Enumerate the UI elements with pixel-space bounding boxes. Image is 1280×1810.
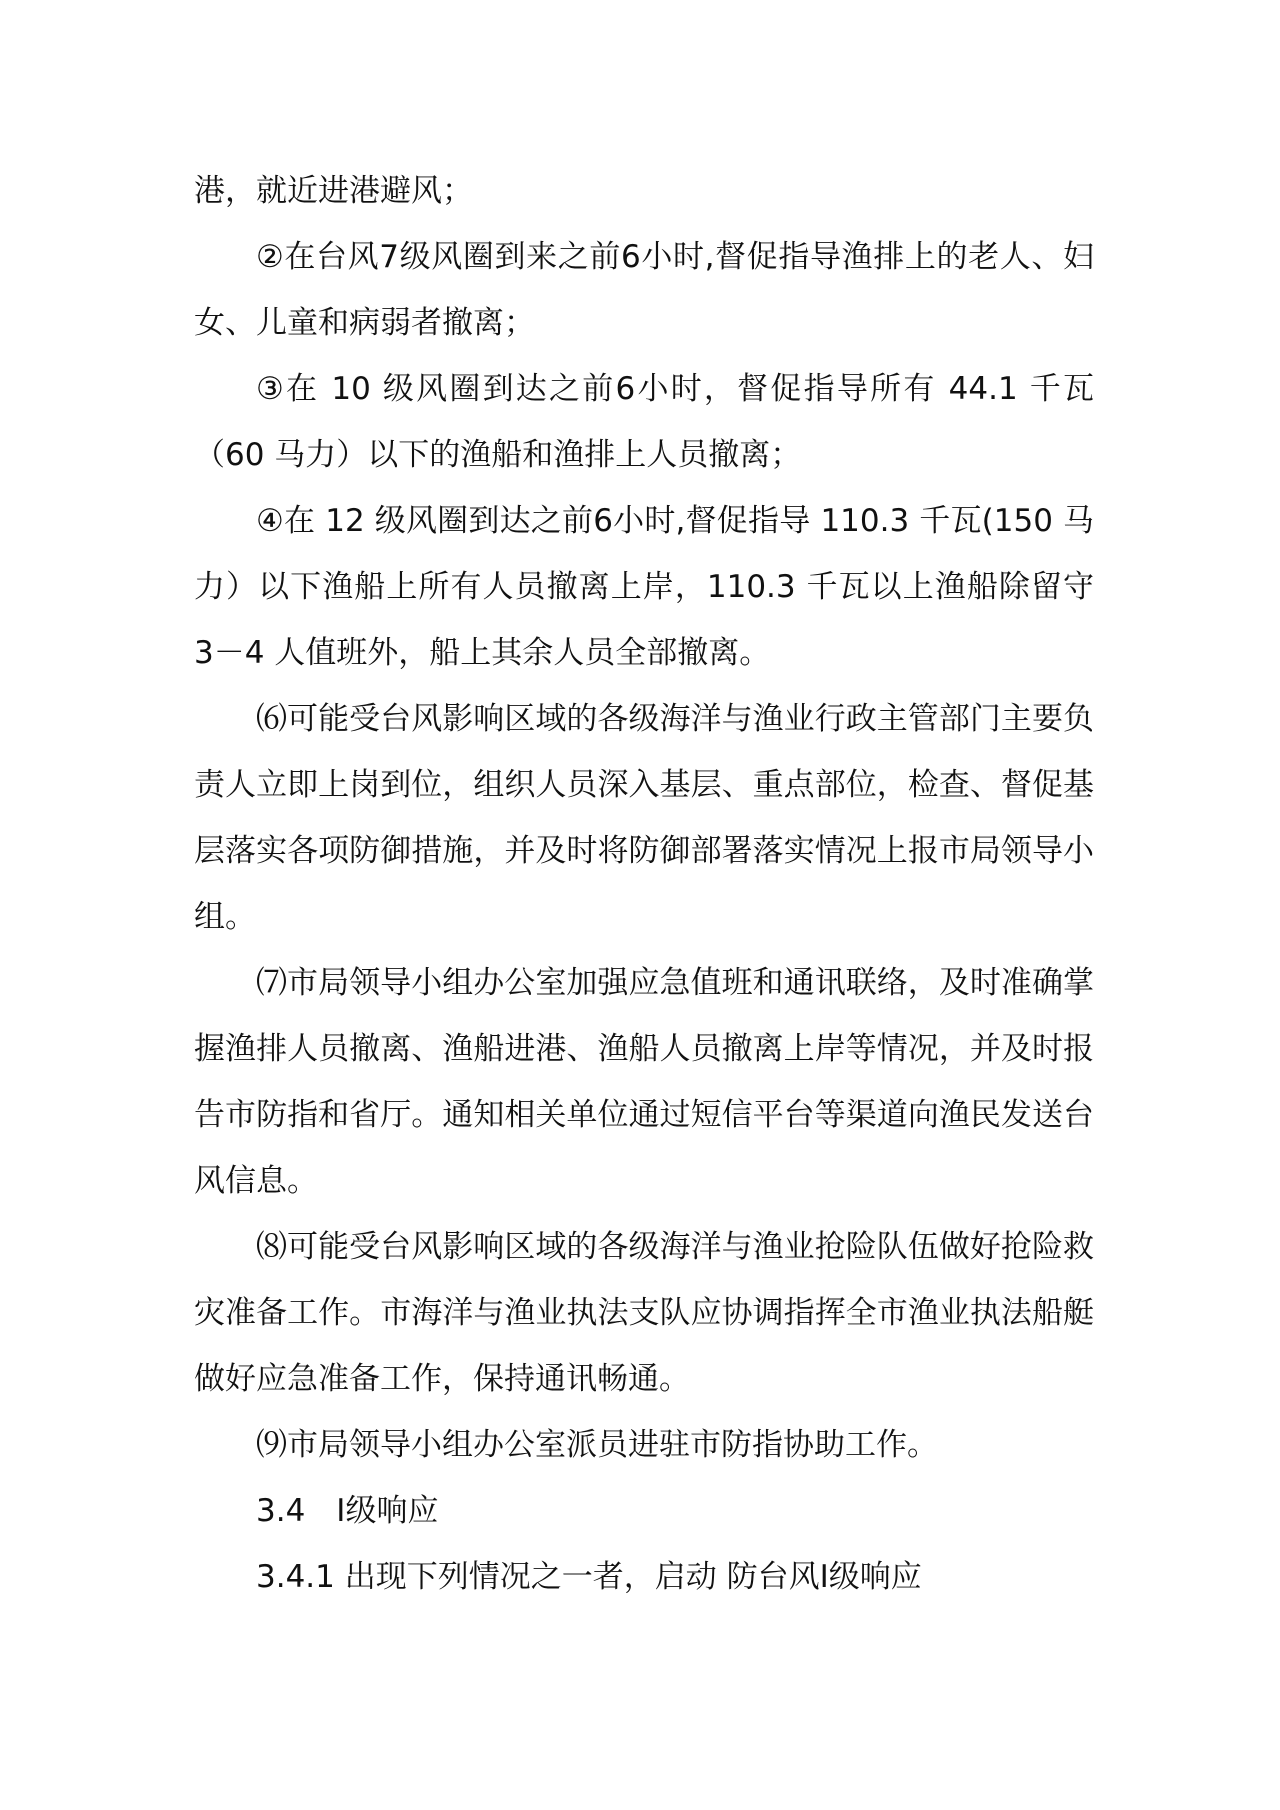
section-heading: 3.4 Ⅰ级响应	[256, 1493, 439, 1529]
paragraph-continuation: 港，就近进港避风；	[194, 173, 473, 209]
paragraph-item-4: ④在 12 级风圈到达之前6小时,督促指导 110.3 千瓦(150 马力）以下渔船上所有人员撤离上岸，110.3 千瓦以上渔船除留守 3－4 人值班外，船上其余人员全部撤离。	[194, 503, 1094, 671]
subsection-heading: 3.4.1 出现下列情况之一者，启动 防台风Ⅰ级响应	[256, 1559, 922, 1595]
paragraph-9: ⑼市局领导小组办公室派员进驻市防指协助工作。	[256, 1427, 938, 1463]
paragraph-6: ⑹可能受台风影响区域的各级海洋与渔业行政主管部门主要负责人立即上岗到位，组织人员深入基层、重点部位，检查、督促基层落实各项防御措施，并及时将防御部署落实情况上报市局领导小组。	[194, 701, 1094, 935]
paragraph-8: ⑻可能受台风影响区域的各级海洋与渔业抢险队伍做好抢险救灾准备工作。市海洋与渔业执法支队应协调指挥全市渔业执法船艇做好应急准备工作，保持通讯畅通。	[194, 1229, 1094, 1397]
paragraph-item-2: ②在台风7级风圈到来之前6小时,督促指导渔排上的老人、妇女、儿童和病弱者撤离；	[194, 239, 1094, 341]
document-body	[194, 158, 1094, 1610]
paragraph-7: ⑺市局领导小组办公室加强应急值班和通讯联络，及时准确掌握渔排人员撤离、渔船进港、渔船人员撤离上岸等情况，并及时报告市防指和省厅。通知相关单位通过短信平台等渠道向渔民发送台风信息。	[194, 965, 1094, 1199]
paragraph-item-3: ③在 10 级风圈到达之前6小时，督促指导所有 44.1 千瓦（60 马力）以下的渔船和渔排上人员撤离；	[194, 371, 1094, 473]
